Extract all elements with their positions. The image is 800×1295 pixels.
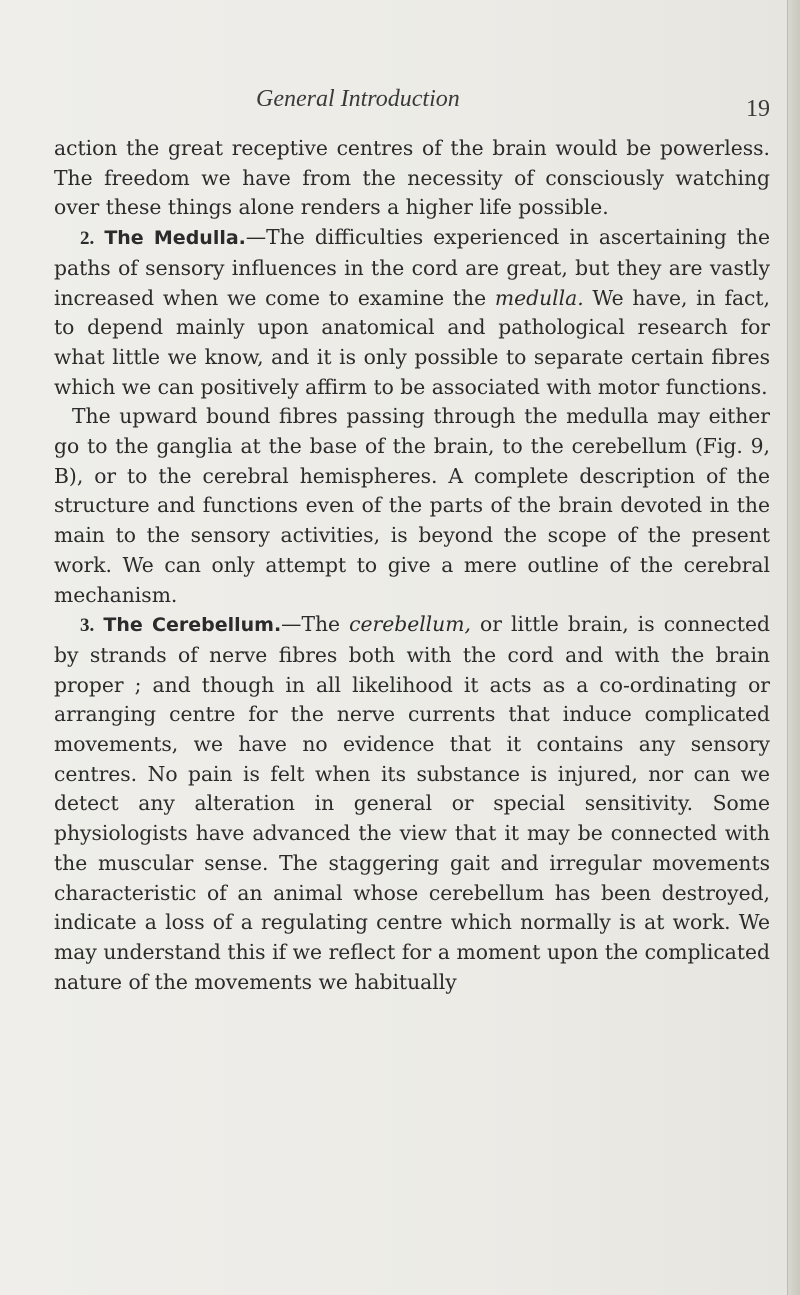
italic-term: cerebellum, [349, 612, 471, 637]
section-heading: The Cerebellum. [103, 614, 282, 637]
body-text [54, 134, 770, 997]
page-header [0, 86, 800, 120]
italic-term: medulla. [494, 285, 584, 310]
section-number: 2. [80, 228, 95, 250]
page-number: 19 [746, 96, 770, 122]
paragraph-text: —The [281, 612, 350, 637]
running-head: General Introduction [256, 86, 460, 112]
section-medulla [54, 223, 770, 402]
page-edge [787, 0, 800, 1295]
paragraph-continuation: action the great receptive centres of the brain would be powerless. The freedom we have from the necessity of consciously watching over these things alone renders a higher life possible. [54, 136, 770, 220]
paragraph-text: or little brain, is connected by strands of nerve fibres both with the cord and with the brain proper ; and though in all likelihood it acts as a co-ordinating or arranging centre for the nerve currents that induce complicated movements, we have no evidence that it contains any sensory centres. No pain is felt when its substance is injured, nor can we detect any alteration in general or special sensitivity. Some physiologists have advanced the view that it may be connected with the muscular sense. The staggering gait and irregular movements characteristic of an animal whose cerebellum has been destroyed, indicate a loss of a regulating centre which normally is at work. We may understand this if we reflect for a moment upon the complicated nature of the movements we habitually [54, 612, 770, 994]
paragraph-upward-fibres: The upward bound fibres passing through the medulla may either go to the ganglia at the base of the brain, to the cerebellum (Fig. 9, B), or to the cerebral hemispheres. A complete description of the structure and functions even of the parts of the brain devoted in the main to the sensory activities, is beyond the scope of the present work. We can only attempt to give a mere outline of the cerebral mechanism. [54, 404, 770, 607]
paragraph-text: —The difficulties experienced in ascertaining the paths of sensory influences in the cord are great, but they are vastly increased when we come to examine the [54, 225, 770, 310]
section-cerebellum [54, 610, 770, 997]
section-number: 3. [80, 615, 95, 637]
paragraph-text: We have, in fact, to depend mainly upon anatomical and pathological research for what little we know, and it is only possible to separate certain fibres which we can positively affirm to be associated with motor functions. [54, 285, 770, 399]
section-heading: The Medulla. [104, 227, 246, 250]
